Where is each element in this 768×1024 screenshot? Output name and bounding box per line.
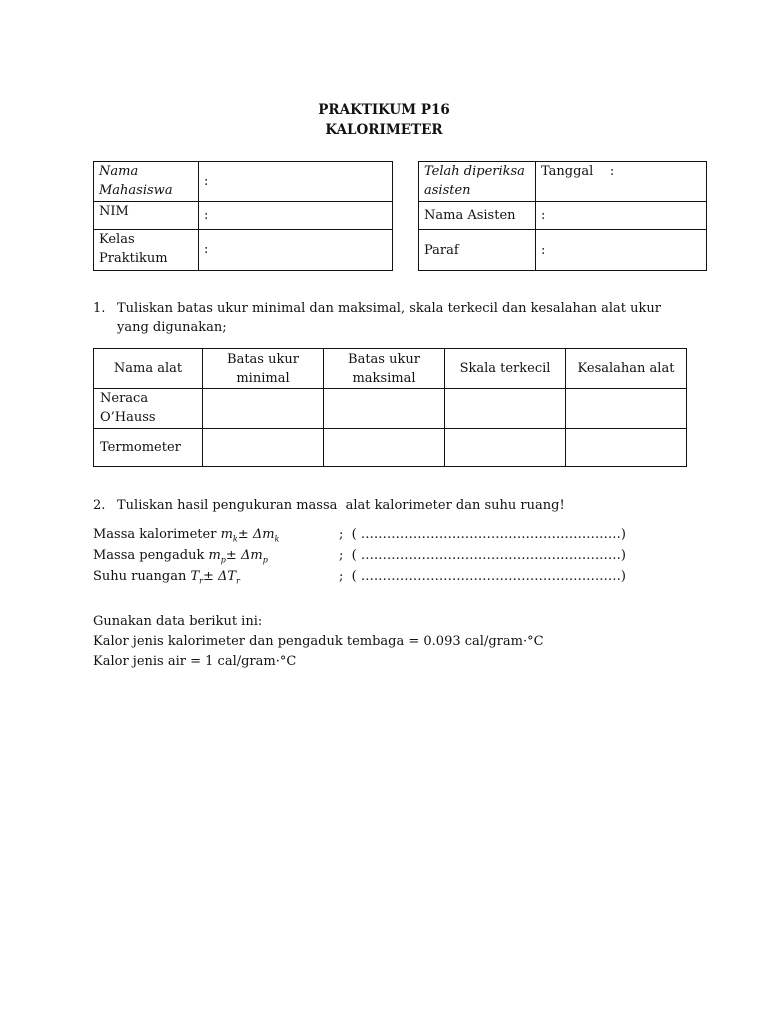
tool-error-cell[interactable]	[566, 429, 687, 467]
question-text: Tuliskan hasil pengukuran massa alat kalorimeter dan suhu ruang!	[117, 498, 565, 513]
subscript: p	[262, 555, 268, 565]
header-tool-error: Kesalahan alat	[566, 349, 687, 389]
assistant-name-label: Nama Asisten	[419, 202, 536, 230]
assistant-name-field[interactable]	[536, 202, 707, 230]
max-range-cell[interactable]	[324, 429, 445, 467]
measurement-answer[interactable]: ; ( ……………………………………………………)	[339, 548, 626, 563]
measurement-name: Massa kalorimeter	[93, 527, 217, 542]
header-max-range: Batas ukur maksimal	[324, 349, 445, 389]
table-row	[94, 429, 687, 467]
given-data-intro: Gunakan data berikut ini:	[93, 614, 263, 629]
tool-name-line: O’Hauss	[100, 410, 156, 425]
separator: :	[541, 208, 546, 223]
assistant-name-row	[419, 202, 707, 230]
label-line: Nama	[99, 164, 139, 179]
student-info-table	[93, 161, 393, 271]
label-line: Telah diperiksa	[424, 164, 525, 179]
given-data-line: Kalor jenis kalorimeter dan pengaduk tembaga = 0.093 cal/gram·°C	[93, 634, 544, 649]
label-line: Kelas	[99, 232, 135, 247]
subscript: r	[236, 576, 240, 586]
given-data-line: Kalor jenis air = 1 cal/gram·°C	[93, 654, 297, 669]
student-name-label	[94, 162, 199, 202]
delta-symbol: Δm	[240, 548, 263, 563]
student-nim-label: NIM	[94, 202, 199, 230]
subscript: k	[274, 534, 280, 544]
measurement-label	[93, 566, 240, 592]
max-range-cell[interactable]	[324, 389, 445, 429]
student-name-field[interactable]	[199, 162, 393, 202]
measurement-answer[interactable]: ; ( ……………………………………………………)	[339, 569, 626, 584]
smallest-scale-cell[interactable]	[445, 389, 566, 429]
tool-name-line: Neraca	[100, 391, 149, 406]
plus-minus: ±	[225, 548, 237, 563]
signature-row	[419, 230, 707, 271]
min-range-cell[interactable]	[203, 389, 324, 429]
student-name-row	[94, 162, 393, 202]
student-nim-field[interactable]	[199, 202, 393, 230]
subscript: k	[232, 534, 238, 544]
question-number: 1.	[93, 301, 106, 316]
list-item	[93, 566, 626, 587]
tool-error-cell[interactable]	[566, 389, 687, 429]
header-smallest-scale: Skala terkecil	[445, 349, 566, 389]
tool-name-cell	[94, 389, 203, 429]
plus-minus: ±	[202, 569, 214, 584]
date-label: Tanggal :	[541, 164, 615, 179]
delta-symbol: Δm	[252, 527, 275, 542]
question-2	[93, 496, 693, 516]
symbol: T	[190, 569, 200, 584]
label-line: Mahasiswa	[99, 183, 173, 198]
tools-table	[93, 348, 687, 467]
subscript: r	[199, 576, 203, 586]
assistant-check-row	[419, 162, 707, 202]
min-range-cell[interactable]	[203, 429, 324, 467]
symbol: m	[208, 548, 221, 563]
smallest-scale-cell[interactable]	[445, 429, 566, 467]
page-title: PRAKTIKUM P16	[318, 102, 450, 118]
date-field[interactable]	[536, 162, 707, 202]
tools-header-row	[94, 349, 687, 389]
student-class-field[interactable]	[199, 230, 393, 271]
student-class-row	[94, 230, 393, 271]
assistant-table	[418, 161, 707, 271]
label-line: Praktikum	[99, 251, 168, 266]
measurement-name: Suhu ruangan	[93, 569, 187, 584]
signature-label: Paraf	[419, 230, 536, 271]
list-item	[93, 524, 626, 545]
given-data	[93, 612, 693, 672]
header-tool-name: Nama alat	[94, 349, 203, 389]
page-subtitle: KALORIMETER	[325, 122, 443, 138]
student-class-label	[94, 230, 199, 271]
assistant-check-label	[419, 162, 536, 202]
separator: :	[204, 242, 209, 257]
measurement-answer[interactable]: ; ( ……………………………………………………)	[339, 527, 626, 542]
table-row	[94, 389, 687, 429]
measurement-list	[93, 524, 626, 587]
separator: :	[541, 242, 546, 258]
question-number: 2.	[93, 498, 106, 513]
header-min-range: Batas ukur minimal	[203, 349, 324, 389]
question-1	[93, 299, 693, 339]
student-nim-row	[94, 202, 393, 230]
separator: :	[204, 174, 209, 189]
question-text: Tuliskan batas ukur minimal dan maksimal, skala terkecil dan kesalahan alat ukur yang digunakan;	[117, 301, 661, 335]
delta-symbol: ΔT	[218, 569, 237, 584]
subscript: p	[220, 555, 226, 565]
signature-field[interactable]	[536, 230, 707, 271]
plus-minus: ±	[237, 527, 249, 542]
measurement-name: Massa pengaduk	[93, 548, 205, 563]
separator: :	[204, 208, 209, 223]
label-line: asisten	[424, 183, 471, 198]
symbol: m	[220, 527, 233, 542]
tool-name-cell: Termometer	[94, 429, 203, 467]
list-item	[93, 545, 626, 566]
